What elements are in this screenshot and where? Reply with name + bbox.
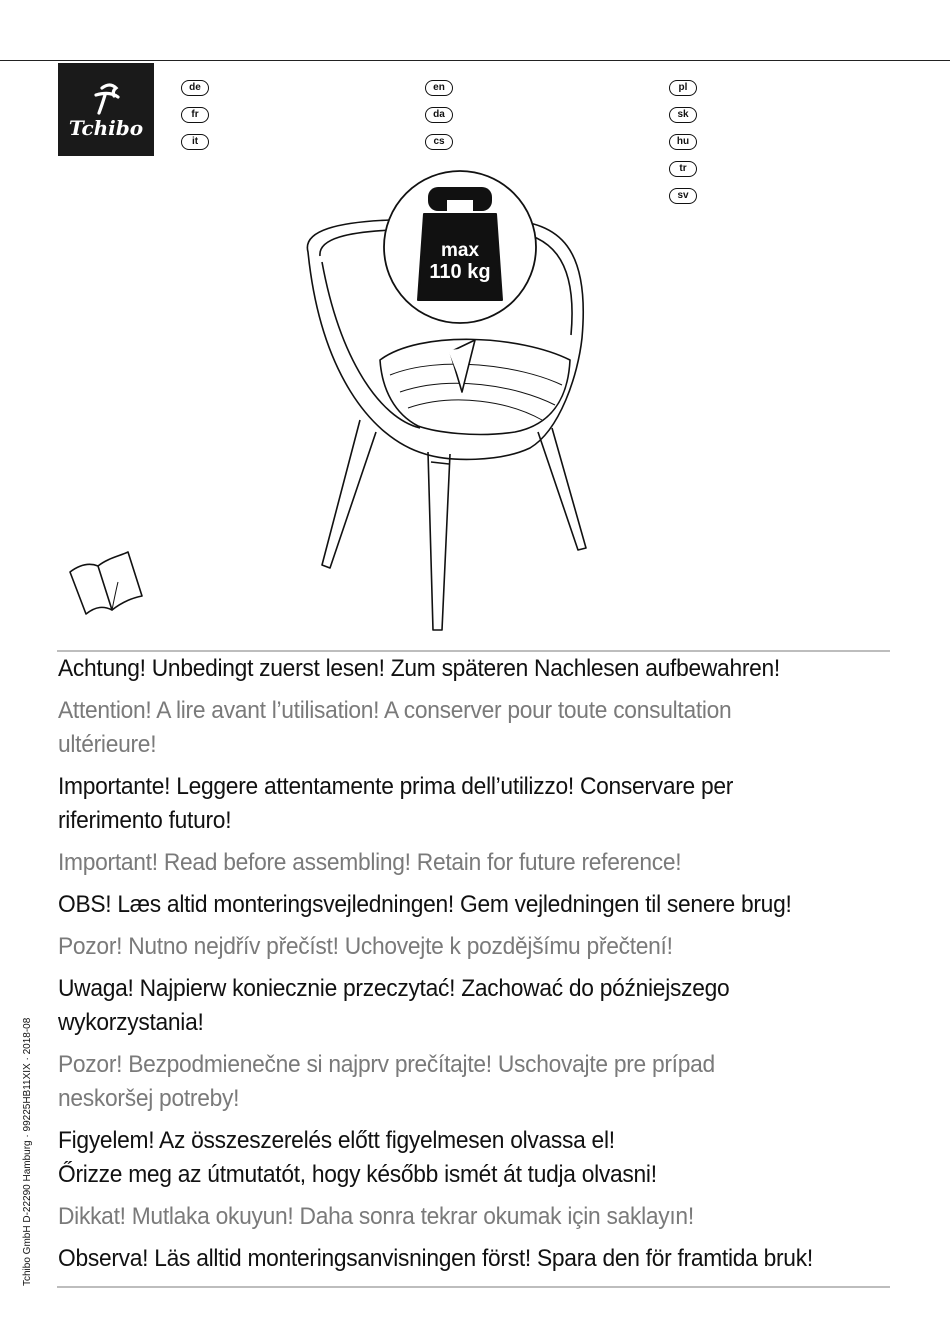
- tchibo-logo: [58, 63, 154, 156]
- warning-text: Importante! Leggere attentamente prima dell’utilizzo! Conservare per riferimento futuro!: [58, 773, 734, 834]
- divider-bottom: [57, 1286, 890, 1288]
- language-badge-sv: sv: [669, 188, 697, 204]
- language-badge-pl: pl: [669, 80, 697, 96]
- weight-max-label: max: [440, 240, 480, 261]
- chair-illustration: [300, 170, 600, 640]
- imprint-text: Tchibo GmbH D-22290 Hamburg · 99225HB11XIX · 2018-08: [22, 1017, 33, 1286]
- warning-text: Uwaga! Najpierw koniecznie przeczytać! Zachować do późniejszego wykorzystania!: [58, 975, 730, 1036]
- weight-value-label: 110 kg: [429, 261, 491, 283]
- warning-text: Figyelem! Az összeszerelés előtt figyelmesen olvassa el! Őrizze meg az útmutatót, hogy később ismét át tudja olvasni!: [58, 1127, 657, 1188]
- language-badge-it: it: [181, 134, 209, 150]
- warning-list: [58, 652, 898, 1284]
- warning-text: Important! Read before assembling! Retain for future reference!: [58, 849, 682, 876]
- warning-text: Dikkat! Mutlaka okuyun! Daha sonra tekrar okumak için saklayın!: [58, 1203, 694, 1230]
- warning-text: Pozor! Nutno nejdřív přečíst! Uchovejte k pozdějšímu přečtení!: [58, 933, 673, 960]
- warning-text: Pozor! Bezpodmienečne si najprv prečítajte! Uschovajte pre prípad neskoršej potreby!: [58, 1051, 715, 1112]
- language-badge-en: en: [425, 80, 453, 96]
- warning-text: Achtung! Unbedingt zuerst lesen! Zum späteren Nachlesen aufbewahren!: [58, 655, 780, 682]
- open-book-icon: [66, 548, 148, 618]
- warning-text: Attention! A lire avant l’utilisation! A conserver pour toute consultation ultérieure!: [58, 697, 732, 758]
- top-rule: [0, 60, 950, 61]
- weight-callout: [384, 171, 536, 392]
- language-badge-cs: cs: [425, 134, 453, 150]
- warning-text: OBS! Læs altid monteringsvejledningen! Gem vejledningen til senere brug!: [58, 891, 792, 918]
- warning-text: Observa! Läs alltid monteringsanvisningen först! Spara den för framtida bruk!: [58, 1245, 813, 1272]
- weight-icon: [418, 187, 502, 300]
- language-badge-tr: tr: [669, 161, 697, 177]
- language-badge-sk: sk: [669, 107, 697, 123]
- language-badge-de: de: [181, 80, 209, 96]
- logo-text: Tchibo: [68, 116, 144, 140]
- language-badge-hu: hu: [669, 134, 697, 150]
- language-badge-fr: fr: [181, 107, 209, 123]
- language-badge-da: da: [425, 107, 453, 123]
